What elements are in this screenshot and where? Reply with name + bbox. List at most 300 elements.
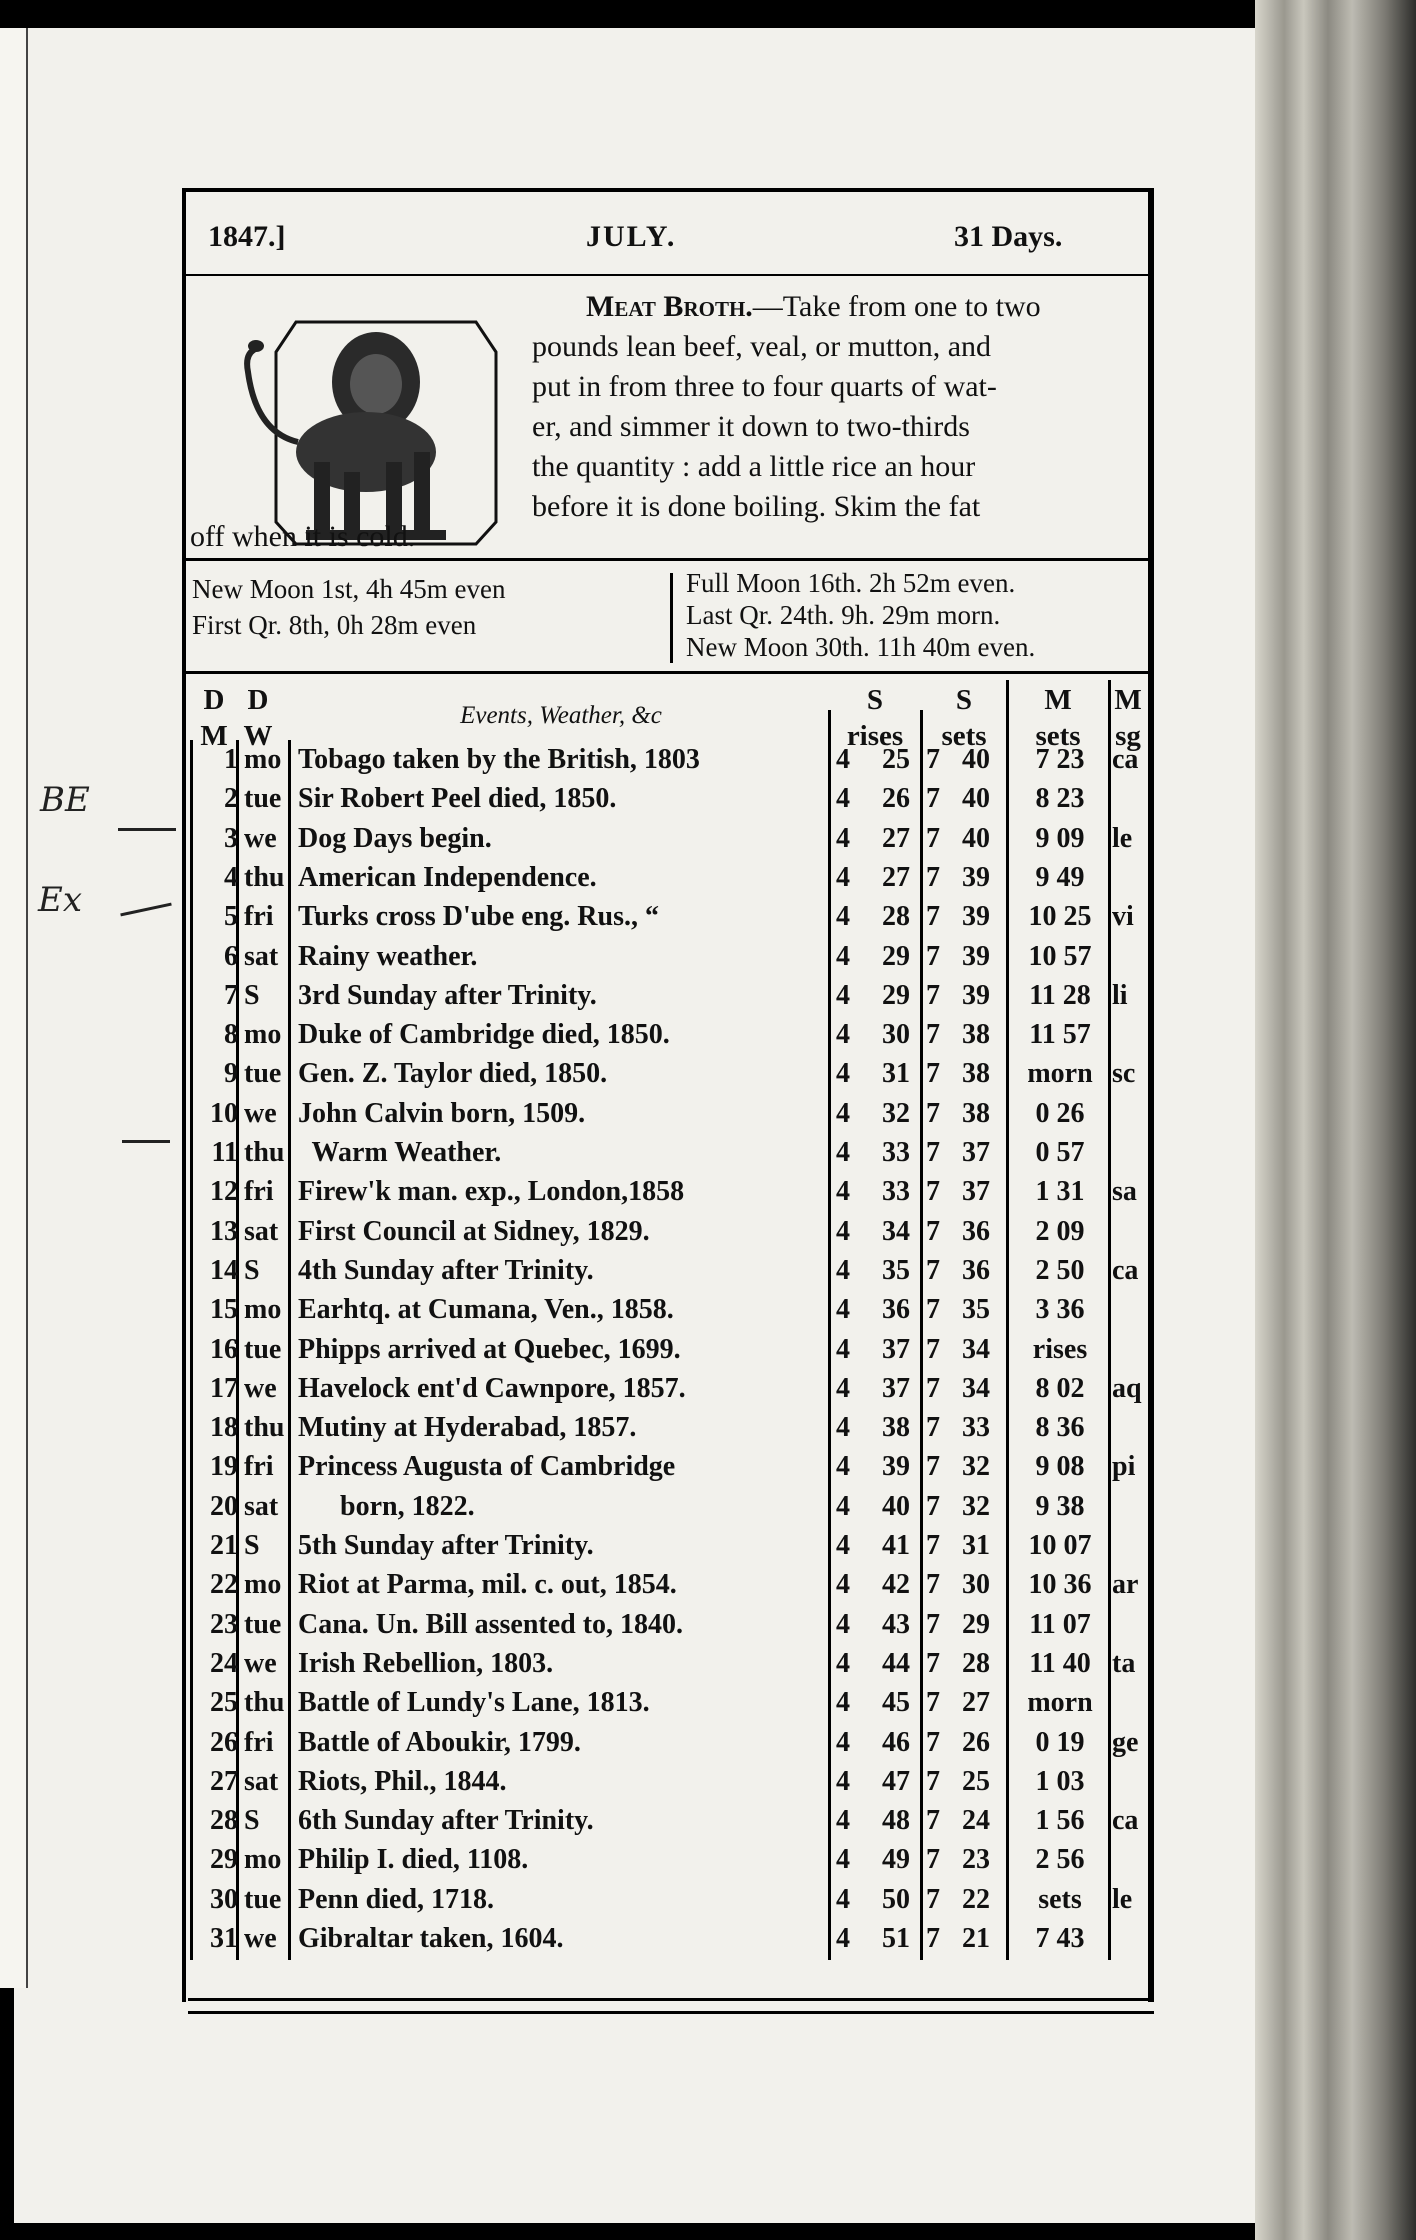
cell-moon-sets: 7 23 [1035, 744, 1085, 775]
table-row [186, 1094, 1148, 1133]
cell-sun-set-minute: 36 [962, 1215, 990, 1247]
margin-dash-1 [118, 828, 176, 831]
table-row [186, 1919, 1148, 1958]
cell-sun-rise-hour: 4 [836, 822, 850, 854]
cell-day-of-month: 30 [210, 1883, 238, 1915]
table-row [186, 1133, 1148, 1172]
cell-moon-sets: 11 57 [1029, 1019, 1091, 1051]
cell-sun-rise-hour: 4 [836, 1215, 850, 1247]
table-row [186, 937, 1148, 976]
cell-event: Mutiny at Hyderabad, 1857. [298, 1412, 637, 1444]
cell-event: Battle of Aboukir, 1799. [298, 1726, 581, 1758]
cell-day-of-month: 17 [210, 1372, 238, 1404]
cell-sun-rise-hour: 4 [836, 1058, 850, 1090]
cell-event: Earhtq. at Cumana, Ven., 1858. [298, 1294, 674, 1326]
table-row [186, 779, 1148, 818]
cell-moon-sets: 1 56 [1035, 1805, 1085, 1837]
cell-event: John Calvin born, 1509. [298, 1097, 586, 1129]
cell-sun-set-hour: 7 [926, 1726, 940, 1758]
cell-event: Tobago taken by the British, 1803 [298, 744, 700, 775]
cell-sun-rise-minute: 34 [882, 1215, 910, 1247]
margin-dash-3 [122, 1140, 170, 1143]
cell-day-of-week: we [244, 822, 277, 854]
cell-event: Firew'k man. exp., London,1858 [298, 1176, 685, 1208]
cell-event: Phipps arrived at Quebec, 1699. [298, 1333, 681, 1365]
cell-day-of-month: 24 [210, 1647, 238, 1679]
cell-sun-rise-hour: 4 [836, 1137, 850, 1168]
cell-moon-sign: ge [1112, 1726, 1139, 1758]
cell-sun-rise-minute: 28 [882, 901, 910, 933]
cell-sun-rise-minute: 41 [882, 1530, 910, 1561]
left-page-edge [0, 28, 28, 1988]
cell-day-of-week: sat [244, 1215, 279, 1247]
col-header-sun-rises-2: rises [846, 720, 904, 752]
cell-sun-set-minute: 39 [962, 940, 990, 972]
cell-day-of-month: 20 [210, 1490, 238, 1522]
cell-sun-set-hour: 7 [926, 1372, 940, 1404]
moon-phase-last-quarter: Last Qr. 24th. 9h. 29m morn. [686, 600, 1001, 630]
header-month: JULY. [586, 220, 677, 253]
cell-day-of-month: 14 [210, 1254, 238, 1286]
cell-sun-rise-minute: 44 [882, 1647, 910, 1679]
table-row [186, 1683, 1148, 1722]
cell-sun-set-hour: 7 [926, 1883, 940, 1915]
cell-event: born, 1822. [298, 1490, 475, 1522]
recipe-text-1: —Take from one to two [752, 290, 1041, 323]
cell-day-of-week: tue [244, 783, 282, 815]
cell-sun-set-hour: 7 [926, 1844, 940, 1876]
cell-day-of-week: sat [244, 1490, 279, 1522]
cell-sun-set-hour: 7 [926, 1137, 940, 1168]
cell-sun-set-hour: 7 [926, 1805, 940, 1837]
cell-sun-rise-minute: 45 [882, 1687, 910, 1719]
moon-phase-new-1: New Moon 1st, 4h 45m even [192, 574, 506, 604]
cell-day-of-month: 9 [224, 1058, 238, 1090]
cell-sun-rise-hour: 4 [836, 1097, 850, 1129]
moon-phase-first-quarter: First Qr. 8th, 0h 28m even [192, 610, 477, 640]
cell-day-of-month: 3 [224, 822, 238, 854]
cell-moon-sets: 1 03 [1035, 1765, 1085, 1797]
cell-day-of-month: 11 [211, 1137, 238, 1168]
table-row [186, 1880, 1148, 1919]
cell-moon-sign: ar [1112, 1569, 1139, 1601]
cell-event: Havelock ent'd Cawnpore, 1857. [298, 1372, 686, 1404]
cell-sun-rise-minute: 37 [882, 1372, 910, 1404]
cell-sun-set-hour: 7 [926, 1923, 940, 1954]
table-row [186, 1408, 1148, 1447]
cell-day-of-month: 16 [210, 1333, 238, 1365]
cell-moon-sign: pi [1112, 1451, 1136, 1483]
cell-moon-sets: 9 38 [1035, 1490, 1085, 1522]
col-header-moon-sets-2: sets [1035, 720, 1081, 752]
cell-day-of-month: 27 [210, 1765, 238, 1797]
col-header-dw-1: D [247, 684, 269, 716]
col-header-moon-sign-1: M [1114, 684, 1142, 716]
cell-day-of-month: 4 [224, 861, 238, 893]
moon-phases-left [192, 571, 505, 643]
cell-sun-rise-hour: 4 [836, 1372, 850, 1404]
cell-sun-set-hour: 7 [926, 1490, 940, 1522]
header-year: 1847.] [208, 220, 286, 253]
cell-sun-set-hour: 7 [926, 783, 940, 815]
cell-sun-set-hour: 7 [926, 1569, 940, 1601]
col-header-dm-1: D [203, 684, 225, 716]
cell-moon-sets: 10 36 [1028, 1569, 1092, 1601]
moon-phases-right [686, 567, 1035, 663]
cell-moon-sign: sa [1112, 1176, 1137, 1208]
table-row [186, 1054, 1148, 1093]
cell-event: Riot at Parma, mil. c. out, 1854. [298, 1569, 677, 1601]
cell-sun-rise-hour: 4 [836, 1805, 850, 1837]
cell-sun-set-minute: 28 [962, 1647, 990, 1679]
cell-sun-rise-hour: 4 [836, 1923, 850, 1954]
bottom-rule [188, 1998, 1154, 2014]
cell-event: Philip I. died, 1108. [298, 1844, 529, 1876]
cell-sun-set-hour: 7 [926, 1647, 940, 1679]
table-row [186, 976, 1148, 1015]
col-header-sun-sets-2: sets [941, 720, 987, 752]
cell-day-of-month: 23 [210, 1608, 238, 1640]
cell-moon-sets: 0 57 [1035, 1137, 1085, 1168]
table-row [186, 1447, 1148, 1486]
recipe-line-2: pounds lean beef, veal, or mutton, and [532, 330, 992, 363]
cell-event: Sir Robert Peel died, 1850. [298, 783, 617, 815]
cell-day-of-week: mo [244, 1569, 282, 1601]
cell-day-of-week: sat [244, 1765, 279, 1797]
cell-sun-rise-minute: 26 [882, 783, 910, 815]
cell-day-of-month: 28 [210, 1805, 238, 1837]
recipe-title: Meat Broth. [586, 290, 753, 323]
col-header-dm-2: M [200, 720, 228, 752]
recipe-line-6: before it is done boiling. Skim the fat [532, 490, 981, 523]
cell-day-of-week: fri [244, 1176, 274, 1208]
cell-sun-set-minute: 27 [962, 1687, 990, 1719]
recipe-line-4: er, and simmer it down to two-thirds [532, 410, 970, 443]
cell-sun-set-hour: 7 [926, 1412, 940, 1444]
table-row [186, 1212, 1148, 1251]
cell-moon-sets: morn [1027, 1058, 1093, 1090]
cell-sun-rise-minute: 37 [882, 1333, 910, 1365]
cell-sun-rise-hour: 4 [836, 1765, 850, 1797]
cell-sun-set-hour: 7 [926, 1765, 940, 1797]
almanac-table [186, 740, 1148, 1960]
cell-moon-sets: 10 07 [1028, 1530, 1092, 1561]
cell-event: Cana. Un. Bill assented to, 1840. [298, 1608, 684, 1640]
cell-moon-sets: 11 07 [1029, 1608, 1091, 1640]
cell-sun-rise-minute: 49 [882, 1844, 910, 1876]
table-row [186, 1565, 1148, 1604]
cell-event: Dog Days begin. [298, 822, 492, 854]
header-days: 31 Days. [954, 220, 1063, 253]
cell-sun-set-hour: 7 [926, 940, 940, 972]
moon-divider [670, 573, 673, 663]
cell-sun-rise-minute: 40 [882, 1490, 910, 1522]
moon-phase-new-2: New Moon 30th. 11h 40m even. [686, 632, 1036, 662]
cell-sun-rise-minute: 51 [882, 1923, 910, 1954]
cell-sun-rise-hour: 4 [836, 1333, 850, 1365]
cell-day-of-week: S [244, 1254, 260, 1286]
cell-sun-rise-minute: 33 [882, 1176, 910, 1208]
cell-day-of-month: 31 [210, 1923, 238, 1954]
cell-sun-rise-minute: 27 [882, 822, 910, 854]
cell-day-of-week: mo [244, 744, 282, 775]
cell-moon-sets: rises [1032, 1333, 1088, 1365]
cell-day-of-week: tue [244, 1608, 282, 1640]
cell-sun-rise-hour: 4 [836, 744, 850, 775]
cell-event: Rainy weather. [298, 940, 478, 972]
cell-moon-sets: 2 09 [1035, 1215, 1085, 1247]
cell-event: Warm Weather. [298, 1137, 502, 1168]
cell-sun-rise-minute: 43 [882, 1608, 910, 1640]
cell-moon-sets: 10 57 [1028, 940, 1092, 972]
cell-moon-sets: 8 36 [1035, 1412, 1085, 1444]
cell-sun-rise-hour: 4 [836, 1844, 850, 1876]
cell-day-of-month: 13 [210, 1215, 238, 1247]
cell-day-of-week: we [244, 1923, 277, 1954]
cell-sun-set-hour: 7 [926, 822, 940, 854]
cell-sun-set-minute: 32 [962, 1451, 990, 1483]
cell-moon-sets: 8 23 [1035, 783, 1085, 815]
col-header-moon-sets-1: M [1044, 684, 1072, 716]
cell-day-of-week: we [244, 1372, 277, 1404]
cell-moon-sets: 2 56 [1035, 1844, 1085, 1876]
cell-sun-set-minute: 29 [962, 1608, 990, 1640]
cell-event: 5th Sunday after Trinity. [298, 1530, 594, 1561]
cell-event: Duke of Cambridge died, 1850. [298, 1019, 670, 1051]
cell-day-of-month: 15 [210, 1294, 238, 1326]
table-row [186, 1762, 1148, 1801]
cell-sun-set-minute: 22 [962, 1883, 990, 1915]
table-row [186, 1330, 1148, 1369]
cell-sun-rise-minute: 31 [882, 1058, 910, 1090]
cell-sun-rise-minute: 29 [882, 940, 910, 972]
cell-day-of-week: sat [244, 940, 279, 972]
cell-sun-set-minute: 31 [962, 1530, 990, 1561]
cell-sun-set-minute: 35 [962, 1294, 990, 1326]
cell-moon-sets: 0 19 [1035, 1726, 1085, 1758]
cell-event: 3rd Sunday after Trinity. [298, 979, 597, 1011]
cell-sun-rise-minute: 50 [882, 1883, 910, 1915]
cell-moon-sets: 11 28 [1029, 979, 1091, 1011]
cell-sun-set-hour: 7 [926, 1294, 940, 1326]
cell-day-of-week: S [244, 1805, 260, 1837]
cell-sun-set-minute: 39 [962, 901, 990, 933]
cell-sun-rise-minute: 29 [882, 979, 910, 1011]
cell-sun-rise-minute: 25 [882, 744, 910, 775]
lion-woodcut [226, 312, 506, 552]
cell-event: Gen. Z. Taylor died, 1850. [298, 1058, 608, 1090]
cell-sun-set-minute: 32 [962, 1490, 990, 1522]
cell-sun-set-hour: 7 [926, 1687, 940, 1719]
cell-day-of-month: 6 [224, 940, 238, 972]
cell-sun-set-minute: 37 [962, 1137, 990, 1168]
cell-day-of-week: tue [244, 1333, 282, 1365]
cell-sun-set-hour: 7 [926, 901, 940, 933]
table-row [186, 1015, 1148, 1054]
cell-sun-rise-hour: 4 [836, 979, 850, 1011]
cell-event: First Council at Sidney, 1829. [298, 1215, 650, 1247]
page-header [186, 192, 1148, 276]
cell-day-of-week: thu [244, 1137, 285, 1168]
cell-sun-rise-minute: 38 [882, 1412, 910, 1444]
cell-day-of-month: 10 [210, 1097, 238, 1129]
col-header-events: Events, Weather, &c [460, 702, 662, 729]
recipe-line-7: off when it is cold. [190, 520, 416, 553]
cell-moon-sets: 0 26 [1035, 1097, 1085, 1129]
table-row [186, 1487, 1148, 1526]
cell-day-of-month: 29 [210, 1844, 238, 1876]
cell-sun-rise-minute: 33 [882, 1137, 910, 1168]
cell-sun-rise-minute: 30 [882, 1019, 910, 1051]
cell-sun-set-hour: 7 [926, 1215, 940, 1247]
cell-sun-rise-hour: 4 [836, 1412, 850, 1444]
cell-day-of-week: mo [244, 1844, 282, 1876]
table-row [186, 1290, 1148, 1329]
cell-sun-set-minute: 23 [962, 1844, 990, 1876]
cell-event: Riots, Phil., 1844. [298, 1765, 507, 1797]
cell-sun-set-minute: 38 [962, 1097, 990, 1129]
cell-sun-set-hour: 7 [926, 1608, 940, 1640]
cell-sun-set-hour: 7 [926, 1254, 940, 1286]
cell-sun-rise-minute: 42 [882, 1569, 910, 1601]
cell-sun-set-minute: 34 [962, 1372, 990, 1404]
cell-moon-sign: aq [1112, 1372, 1142, 1404]
cell-moon-sign: sc [1112, 1058, 1136, 1090]
cell-day-of-week: we [244, 1647, 277, 1679]
cell-day-of-week: thu [244, 1687, 285, 1719]
cell-day-of-week: mo [244, 1294, 282, 1326]
cell-event: Penn died, 1718. [298, 1883, 495, 1915]
cell-sun-set-hour: 7 [926, 1176, 940, 1208]
cell-day-of-week: fri [244, 1726, 274, 1758]
cell-moon-sets: morn [1027, 1687, 1093, 1719]
recipe-line-1 [586, 290, 1041, 324]
cell-sun-rise-minute: 36 [882, 1294, 910, 1326]
cell-sun-rise-minute: 47 [882, 1765, 910, 1797]
cell-event: Irish Rebellion, 1803. [298, 1647, 554, 1679]
cell-moon-sets: 11 40 [1029, 1647, 1091, 1679]
cell-moon-sets: 10 25 [1028, 901, 1092, 933]
col-header-sun-sets-1: S [955, 684, 973, 716]
cell-moon-sets: 9 08 [1035, 1451, 1085, 1483]
book-spine [1255, 0, 1416, 2240]
cell-moon-sets: 7 43 [1035, 1923, 1085, 1954]
col-header-sun-rises-1: S [866, 684, 884, 716]
table-row [186, 1644, 1148, 1683]
cell-day-of-week: mo [244, 1019, 282, 1051]
cell-sun-set-minute: 33 [962, 1412, 990, 1444]
cell-sun-set-minute: 40 [962, 783, 990, 815]
cell-event: Battle of Lundy's Lane, 1813. [298, 1687, 650, 1719]
cell-sun-set-hour: 7 [926, 979, 940, 1011]
cell-event: Gibraltar taken, 1604. [298, 1923, 564, 1954]
cell-day-of-week: tue [244, 1058, 282, 1090]
table-row [186, 897, 1148, 936]
cell-day-of-month: 2 [224, 783, 238, 815]
cell-sun-set-hour: 7 [926, 1058, 940, 1090]
cell-sun-rise-hour: 4 [836, 1254, 850, 1286]
margin-note-1: BE [40, 780, 90, 820]
table-row [186, 1251, 1148, 1290]
cell-sun-rise-hour: 4 [836, 1176, 850, 1208]
cell-sun-rise-minute: 27 [882, 861, 910, 893]
cell-day-of-month: 1 [224, 744, 238, 775]
cell-sun-set-minute: 24 [962, 1805, 990, 1837]
cell-sun-set-minute: 34 [962, 1333, 990, 1365]
cell-moon-sign: le [1112, 822, 1133, 854]
cell-day-of-month: 5 [224, 901, 238, 933]
cell-moon-sign: ta [1112, 1647, 1136, 1679]
cell-day-of-week: fri [244, 1451, 274, 1483]
cell-sun-set-minute: 26 [962, 1726, 990, 1758]
cell-sun-rise-hour: 4 [836, 1687, 850, 1719]
cell-sun-set-minute: 38 [962, 1058, 990, 1090]
cell-sun-set-hour: 7 [926, 744, 940, 775]
cell-moon-sign: le [1112, 1883, 1133, 1915]
cell-moon-sets: 9 49 [1035, 861, 1085, 893]
table-row [186, 1526, 1148, 1565]
cell-sun-rise-hour: 4 [836, 1019, 850, 1051]
cell-sun-set-hour: 7 [926, 1097, 940, 1129]
table-row [186, 1172, 1148, 1211]
cell-day-of-week: thu [244, 1412, 285, 1444]
cell-sun-rise-minute: 32 [882, 1097, 910, 1129]
cell-day-of-month: 22 [210, 1569, 238, 1601]
cell-sun-set-minute: 38 [962, 1019, 990, 1051]
cell-sun-rise-minute: 46 [882, 1726, 910, 1758]
cell-day-of-month: 21 [210, 1530, 238, 1561]
table-row [186, 1723, 1148, 1762]
cell-event: 6th Sunday after Trinity. [298, 1805, 594, 1837]
cell-day-of-week: tue [244, 1883, 282, 1915]
cell-moon-sets: sets [1038, 1883, 1082, 1915]
cell-moon-sign: ca [1112, 1805, 1139, 1837]
margin-note-2: Ex [38, 880, 82, 920]
cell-moon-sign: ca [1112, 744, 1139, 775]
cell-sun-rise-hour: 4 [836, 1294, 850, 1326]
cell-moon-sets: 3 36 [1035, 1294, 1085, 1326]
cell-sun-set-hour: 7 [926, 1451, 940, 1483]
cell-day-of-month: 25 [210, 1687, 238, 1719]
cell-sun-rise-hour: 4 [836, 1608, 850, 1640]
cell-moon-sets: 1 31 [1035, 1176, 1085, 1208]
cell-day-of-month: 7 [224, 979, 238, 1011]
cell-day-of-month: 18 [210, 1412, 238, 1444]
cell-moon-sets: 9 09 [1035, 822, 1085, 854]
cell-sun-set-minute: 37 [962, 1176, 990, 1208]
cell-day-of-week: fri [244, 901, 274, 933]
cell-sun-rise-minute: 48 [882, 1805, 910, 1837]
col-header-moon-sign-2: sg [1115, 720, 1141, 752]
cell-sun-set-minute: 30 [962, 1569, 990, 1601]
moon-phases [186, 558, 1148, 674]
table-row [186, 1605, 1148, 1644]
cell-day-of-week: we [244, 1097, 277, 1129]
cell-sun-set-hour: 7 [926, 1333, 940, 1365]
cell-sun-rise-hour: 4 [836, 901, 850, 933]
cell-event: Princess Augusta of Cambridge [298, 1451, 676, 1483]
cell-moon-sign: li [1112, 979, 1128, 1011]
cell-sun-set-hour: 7 [926, 861, 940, 893]
recipe-line-5: the quantity : add a little rice an hour [532, 450, 976, 483]
almanac-frame [182, 188, 1154, 2002]
table-row [186, 858, 1148, 897]
cell-sun-rise-minute: 35 [882, 1254, 910, 1286]
cell-day-of-week: S [244, 1530, 260, 1561]
moon-phase-full: Full Moon 16th. 2h 52m even. [686, 568, 1016, 598]
cell-event: American Independence. [298, 861, 597, 893]
cell-sun-set-hour: 7 [926, 1530, 940, 1561]
